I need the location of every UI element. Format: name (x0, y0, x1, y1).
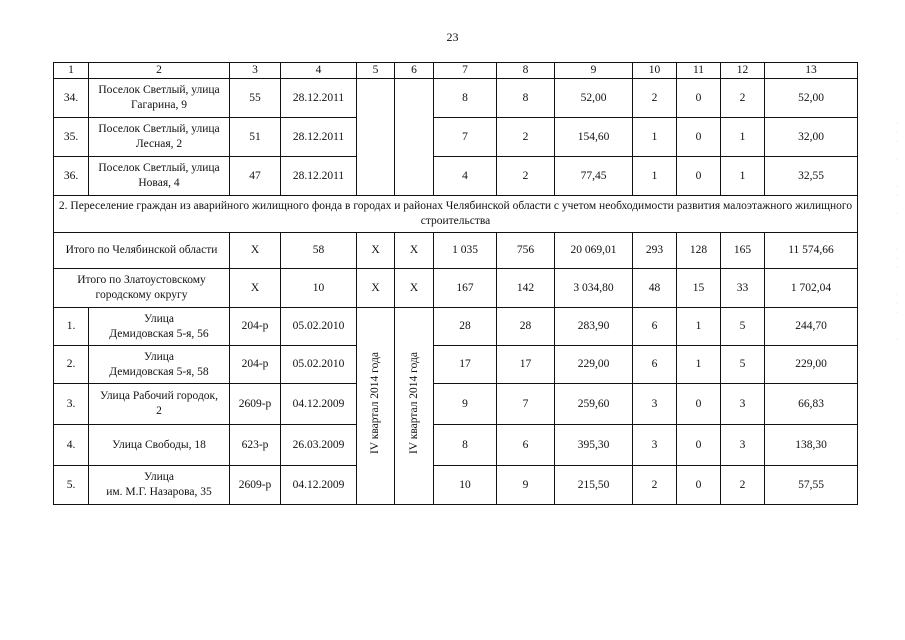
row-number: 5. (54, 466, 89, 505)
empty-merged-cell (357, 79, 395, 196)
table-row (54, 118, 858, 157)
address-cell: Поселок Светлый, улица Лесная, 2 (89, 118, 230, 157)
cell: 20 069,01 (555, 233, 633, 269)
cell: 2 (633, 79, 677, 118)
cell: 52,00 (555, 79, 633, 118)
cell: 0 (677, 466, 721, 505)
summary-row (54, 269, 858, 308)
cell: 138,30 (765, 425, 858, 466)
cell: 756 (497, 233, 555, 269)
table-row (54, 425, 858, 466)
table-row (54, 308, 858, 346)
cell: 2609-р (230, 384, 281, 425)
cell: 128 (677, 233, 721, 269)
col-header: 6 (395, 63, 434, 79)
section-title: 2. Переселение граждан из аварийного жилищного фонда в городах и районах Челябинской области с учетом необходимости развития малоэтажного жилищного строительства (54, 196, 858, 233)
summary-label: Итого по Челябинской области (54, 233, 230, 269)
page-number: 23 (446, 30, 459, 44)
cell: 3 (633, 425, 677, 466)
cell: 1 (721, 118, 765, 157)
quarter-label: IV квартал 2014 года (407, 352, 420, 455)
cell: 66,83 (765, 384, 858, 425)
col-header: 2 (89, 63, 230, 79)
cell: Х (230, 233, 281, 269)
date-cell: 28.12.2011 (281, 157, 357, 196)
cell: 28 (434, 308, 497, 346)
col-header: 11 (677, 63, 721, 79)
date-cell: 05.02.2010 (281, 308, 357, 346)
address-cell: Поселок Светлый, улица Новая, 4 (89, 157, 230, 196)
cell: 0 (677, 157, 721, 196)
date-cell: 04.12.2009 (281, 466, 357, 505)
cell: 259,60 (555, 384, 633, 425)
row-number: 34. (54, 79, 89, 118)
cell: 1 035 (434, 233, 497, 269)
col-header: 1 (54, 63, 89, 79)
cell: 244,70 (765, 308, 858, 346)
cell: 58 (281, 233, 357, 269)
cell: 204-р (230, 308, 281, 346)
cell: 3 034,80 (555, 269, 633, 308)
address-cell: Улица Демидовская 5-я, 56 (89, 308, 230, 346)
col-header: 13 (765, 63, 858, 79)
table-row (54, 79, 858, 118)
cell: 7 (434, 118, 497, 157)
cell: Х (357, 269, 395, 308)
cell: 154,60 (555, 118, 633, 157)
row-number: 3. (54, 384, 89, 425)
cell: 2 (497, 157, 555, 196)
col-header: 5 (357, 63, 395, 79)
cell: Х (357, 233, 395, 269)
cell: 6 (497, 425, 555, 466)
row-number: 2. (54, 346, 89, 384)
section-row (54, 196, 858, 233)
cell: 8 (497, 79, 555, 118)
cell: Х (395, 269, 434, 308)
row-number: 35. (54, 118, 89, 157)
cell: 8 (434, 79, 497, 118)
date-cell: 04.12.2009 (281, 384, 357, 425)
cell: Х (395, 233, 434, 269)
address-cell: Улица им. М.Г. Назарова, 35 (89, 466, 230, 505)
cell: 10 (281, 269, 357, 308)
cell: 4 (434, 157, 497, 196)
resettlement-table (53, 62, 858, 505)
cell: 3 (721, 384, 765, 425)
cell: 3 (633, 384, 677, 425)
table-row (54, 466, 858, 505)
cell: 28 (497, 308, 555, 346)
cell: 0 (677, 425, 721, 466)
cell: 165 (721, 233, 765, 269)
cell: Х (230, 269, 281, 308)
cell: 283,90 (555, 308, 633, 346)
cell: 17 (434, 346, 497, 384)
cell: 293 (633, 233, 677, 269)
cell: 5 (721, 346, 765, 384)
date-cell: 28.12.2011 (281, 79, 357, 118)
col-header: 12 (721, 63, 765, 79)
col-header: 3 (230, 63, 281, 79)
cell: 1 (677, 308, 721, 346)
cell: 142 (497, 269, 555, 308)
cell: 229,00 (765, 346, 858, 384)
date-cell: 28.12.2011 (281, 118, 357, 157)
cell: 1 (677, 346, 721, 384)
cell: 1 (721, 157, 765, 196)
cell: 77,45 (555, 157, 633, 196)
cell: 33 (721, 269, 765, 308)
cell: 395,30 (555, 425, 633, 466)
address-cell: Улица Рабочий городок, 2 (89, 384, 230, 425)
cell: 1 (633, 157, 677, 196)
cell: 51 (230, 118, 281, 157)
cell: 7 (497, 384, 555, 425)
cell: 623-р (230, 425, 281, 466)
cell: 52,00 (765, 79, 858, 118)
address-cell: Улица Демидовская 5-я, 58 (89, 346, 230, 384)
cell: 47 (230, 157, 281, 196)
cell: 3 (721, 425, 765, 466)
cell: 5 (721, 308, 765, 346)
table-row (54, 346, 858, 384)
col-header: 4 (281, 63, 357, 79)
table-row (54, 157, 858, 196)
col-header: 8 (497, 63, 555, 79)
cell: 204-р (230, 346, 281, 384)
cell: 32,00 (765, 118, 858, 157)
cell: 2609-р (230, 466, 281, 505)
cell: 2 (721, 466, 765, 505)
row-number: 36. (54, 157, 89, 196)
cell: 9 (434, 384, 497, 425)
cell: 9 (497, 466, 555, 505)
cell: 55 (230, 79, 281, 118)
col-header: 10 (633, 63, 677, 79)
cell: 48 (633, 269, 677, 308)
cell: 2 (633, 466, 677, 505)
cell: 167 (434, 269, 497, 308)
scan-margin-marks: · · · · · · · · · · · · · · (896, 121, 898, 343)
col-header: 9 (555, 63, 633, 79)
date-cell: 26.03.2009 (281, 425, 357, 466)
row-number: 1. (54, 308, 89, 346)
column-number-row (54, 63, 858, 79)
cell: 215,50 (555, 466, 633, 505)
cell: 11 574,66 (765, 233, 858, 269)
cell: 10 (434, 466, 497, 505)
quarter-label: IV квартал 2014 года (369, 352, 381, 455)
cell: 1 (633, 118, 677, 157)
quarter-cell (357, 308, 395, 505)
cell: 32,55 (765, 157, 858, 196)
cell: 0 (677, 79, 721, 118)
empty-merged-cell (395, 79, 434, 196)
cell: 2 (721, 79, 765, 118)
summary-row (54, 233, 858, 269)
cell: 2 (497, 118, 555, 157)
cell: 1 702,04 (765, 269, 858, 308)
cell: 6 (633, 308, 677, 346)
row-number: 4. (54, 425, 89, 466)
address-cell: Улица Свободы, 18 (89, 425, 230, 466)
cell: 229,00 (555, 346, 633, 384)
cell: 0 (677, 384, 721, 425)
table-row (54, 384, 858, 425)
cell: 8 (434, 425, 497, 466)
quarter-cell (395, 308, 434, 505)
cell: 57,55 (765, 466, 858, 505)
cell: 17 (497, 346, 555, 384)
address-cell: Поселок Светлый, улица Гагарина, 9 (89, 79, 230, 118)
cell: 15 (677, 269, 721, 308)
cell: 6 (633, 346, 677, 384)
col-header: 7 (434, 63, 497, 79)
cell: 0 (677, 118, 721, 157)
summary-label: Итого по Златоустовскому городскому округу (54, 269, 230, 308)
date-cell: 05.02.2010 (281, 346, 357, 384)
